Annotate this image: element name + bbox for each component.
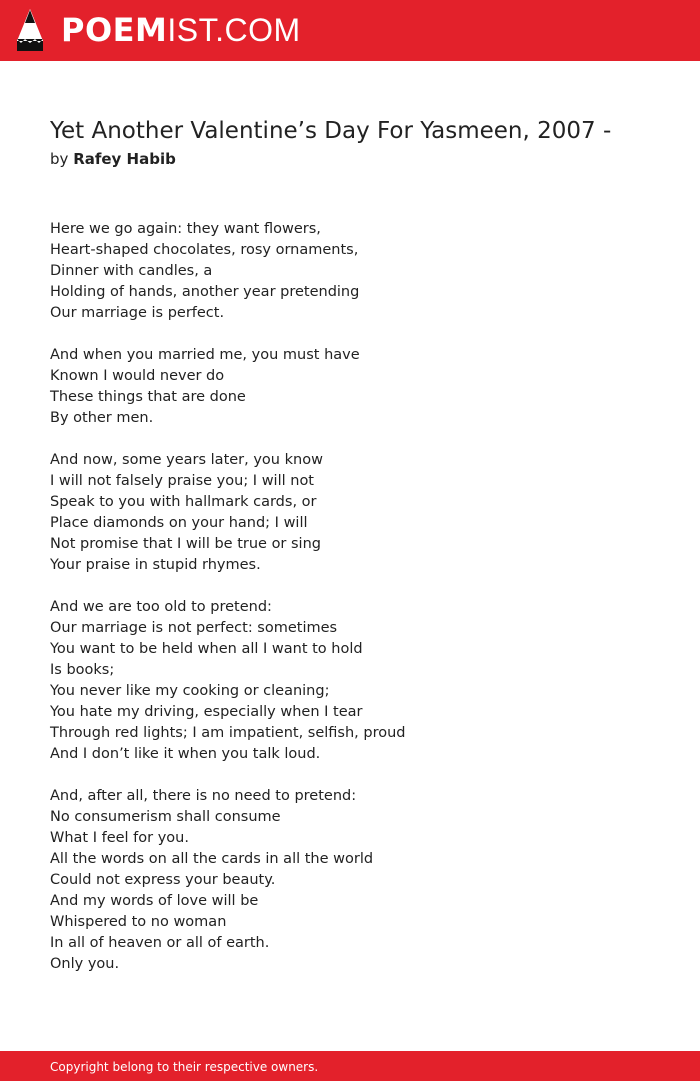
stanza [50,786,650,975]
logo-light-text: IST.COM [167,12,301,48]
poem-line: Our marriage is perfect. [50,305,225,321]
stanza [50,219,650,324]
poem-line: And we are too old to pretend: [50,599,272,615]
site-logo[interactable] [61,10,301,50]
site-footer [0,1051,700,1081]
poem-line: You want to be held when all I want to hold [50,641,363,657]
poem-line: Here we go again: they want flowers, [50,221,321,237]
logo-bold-text: POEM [61,11,168,49]
poem-line: Dinner with candles, a [50,263,213,279]
poem-line: By other men. [50,410,154,426]
poem-line: These things that are done [50,389,246,405]
poem-line: And when you married me, you must have [50,347,360,363]
copyright-notice: Copyright belong to their respective owners. [50,1060,319,1074]
byline-prefix: by [50,150,69,168]
poem-line: Known I would never do [50,368,225,384]
poem-line: Heart-shaped chocolates, rosy ornaments, [50,242,359,258]
poem-line: And I don’t like it when you talk loud. [50,746,321,762]
poem-line: Place diamonds on your hand; I will [50,515,308,531]
poem-title: Yet Another Valentine’s Day For Yasmeen, 2007 - [50,118,612,144]
poem-line: Only you. [50,956,120,972]
poem-line: And my words of love will be [50,893,259,909]
stanza [50,450,650,576]
stanza [50,345,650,429]
poem-line: Our marriage is not perfect: sometimes [50,620,338,636]
poem-line: All the words on all the cards in all the world [50,851,374,867]
poem-line: No consumerism shall consume [50,809,281,825]
author-name: Rafey Habib [73,150,176,168]
pencil-tip-icon[interactable] [17,9,43,51]
poem-line: Could not express your beauty. [50,872,276,888]
poem-line: You hate my driving, especially when I tear [50,704,363,720]
poem-line: And now, some years later, you know [50,452,323,468]
stanza [50,597,650,765]
poem-line: Through red lights; I am impatient, selfish, proud [50,725,406,741]
poem-line: You never like my cooking or cleaning; [50,683,330,699]
poem-line: Is books; [50,662,115,678]
poem-line: Speak to you with hallmark cards, or [50,494,317,510]
poem-line: Not promise that I will be true or sing [50,536,321,552]
byline [50,148,176,170]
poem-line: Whispered to no woman [50,914,227,930]
poem-line: Holding of hands, another year pretending [50,284,360,300]
poem-line: And, after all, there is no need to pretend: [50,788,357,804]
poem-line: What I feel for you. [50,830,189,846]
poem-line: In all of heaven or all of earth. [50,935,270,951]
poem-line: Your praise in stupid rhymes. [50,557,261,573]
poem-body [50,219,650,996]
site-header [0,0,700,61]
poem-line: I will not falsely praise you; I will not [50,473,314,489]
